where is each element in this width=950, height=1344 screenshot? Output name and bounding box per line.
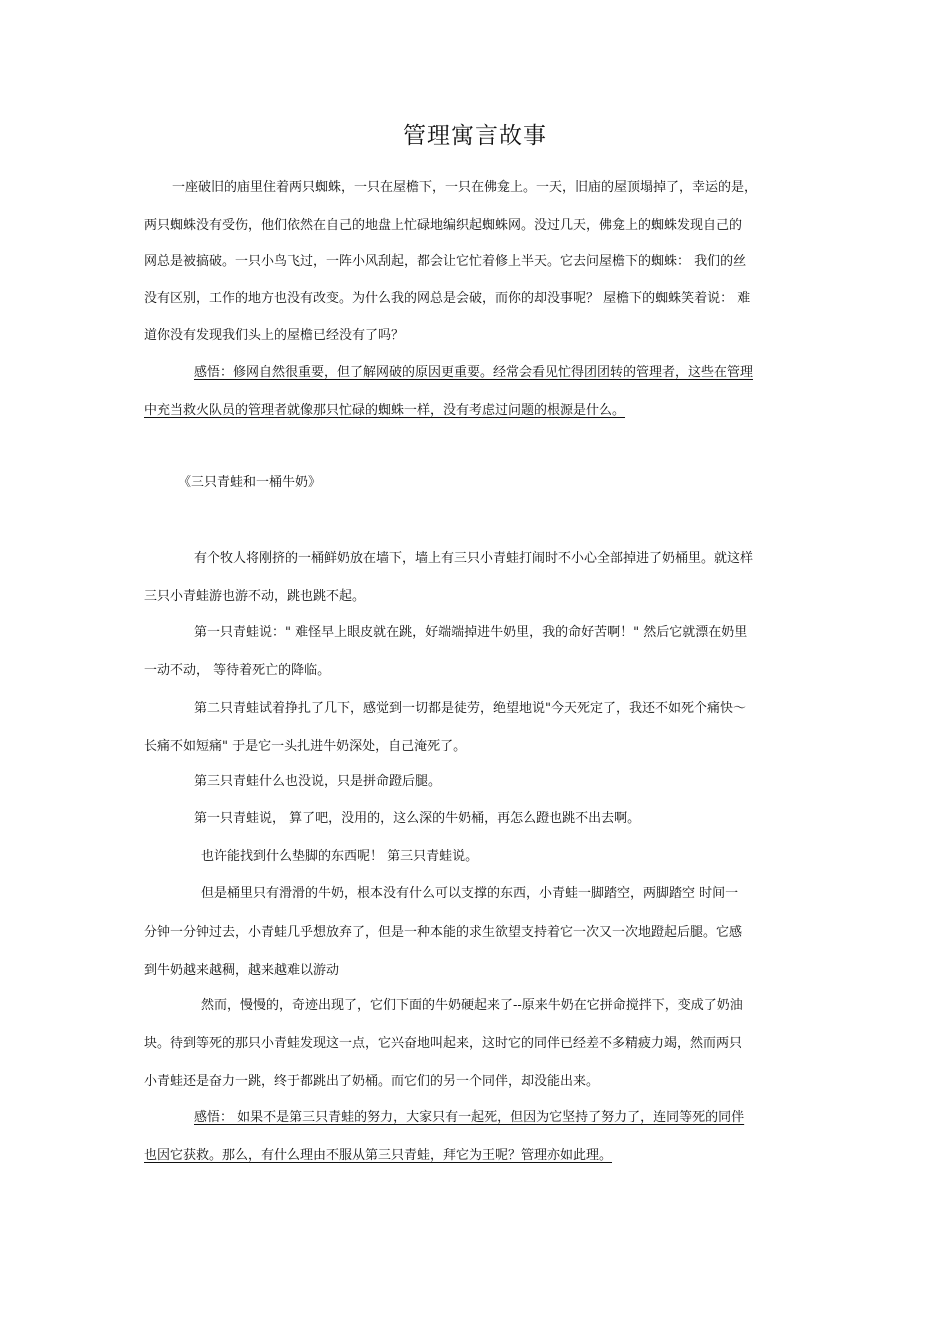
story2-line-11: 分钟一分钟过去，小青蛙几乎想放弃了，但是一种本能的求生欲望支持着它一次又一次地蹬起后腿。它感 [144, 925, 743, 940]
story1-line-4: 没有区别，工作的地方也没有改变。为什么我的网总是会破，而你的却没事呢？ 屋檐下的蜘蛛笑着说： 难 [144, 291, 751, 306]
story2-insight-line-1: 感悟： 如果不是第三只青蛙的努力，大家只有一起死，但因为它坚持了努力了，连同等死的同伴 [194, 1110, 745, 1125]
page-title: 管理寓言故事 [403, 123, 547, 149]
story2-line-14: 块。待到等死的那只小青蛙发现这一点，它兴奋地叫起来，这时它的同伴已经差不多精疲力竭，然而两只 [144, 1036, 743, 1051]
story2-line-5: 第二只青蛙试着挣扎了几下，感觉到一切都是徒劳，绝望地说"今天死定了，我还不如死个痛快～ [194, 701, 746, 716]
story2-line-2: 三只小青蛙游也游不动，跳也跳不起。 [144, 589, 366, 604]
story1-line-5: 道你没有发现我们头上的屋檐已经没有了吗？ [144, 328, 405, 343]
story2-line-7: 第三只青蛙什么也没说，只是拼命蹬后腿。 [194, 774, 442, 789]
story2-line-9: 也许能找到什么垫脚的东西呢！ 第三只青蛙说。 [201, 849, 479, 864]
story2-line-4: 一动不动， 等待着死亡的降临。 [144, 663, 331, 678]
story1-line-1: 一座破旧的庙里住着两只蜘蛛，一只在屋檐下，一只在佛龛上。一天，旧庙的屋顶塌掉了，幸运的是， [172, 180, 758, 195]
story2-line-13: 然而，慢慢的，奇迹出现了，它们下面的牛奶硬起来了--原来牛奶在它拼命搅拌下，变成了奶油 [201, 998, 743, 1013]
story1-insight-line-2: 中充当救火队员的管理者就像那只忙碌的蜘蛛一样，没有考虑过问题的根源是什么。 [144, 403, 626, 418]
story1-line-3: 网总是被搞破。一只小鸟飞过，一阵小风刮起，都会让它忙着修上半天。它去问屋檐下的蜘蛛： 我们的丝 [144, 254, 747, 269]
story2-line-1: 有个牧人将刚挤的一桶鲜奶放在墙下，墙上有三只小青蛙打闹时不小心全部掉进了奶桶里。就这样 [194, 551, 754, 566]
story1-line-2: 两只蜘蛛没有受伤，他们依然在自己的地盘上忙碌地编织起蜘蛛网。没过几天，佛龛上的蜘蛛发现自己的 [144, 218, 743, 233]
story2-line-10: 但是桶里只有滑滑的牛奶，根本没有什么可以支撑的东西，小青蛙一脚踏空，两脚踏空 时间一 [201, 886, 739, 901]
story2-line-3: 第一只青蛙说：" 难怪早上眼皮就在跳，好端端掉进牛奶里，我的命好苦啊！" 然后它就漂在奶里 [194, 625, 748, 640]
story2-line-15: 小青蛙还是奋力一跳，终于都跳出了奶桶。而它们的另一个同伴，却没能出来。 [144, 1074, 600, 1089]
story2-line-8: 第一只青蛙说， 算了吧，没用的，这么深的牛奶桶，再怎么蹬也跳不出去啊。 [194, 811, 641, 826]
story2-line-12: 到牛奶越来越稠，越来越难以游动 [144, 963, 340, 978]
story2-insight-line-2: 也因它获救。那么，有什么理由不服从第三只青蛙，拜它为王呢？管理亦如此理。 [144, 1148, 613, 1163]
story2-line-6: 长痛不如短痛" 于是它一头扎进牛奶深处，自己淹死了。 [144, 739, 467, 754]
story1-insight-line-1: 感悟：修网自然很重要，但了解网破的原因更重要。经常会看见忙得团团转的管理者，这些在管理 [194, 365, 754, 380]
story2-heading: 《三只青蛙和一桶牛奶》 [178, 475, 322, 490]
